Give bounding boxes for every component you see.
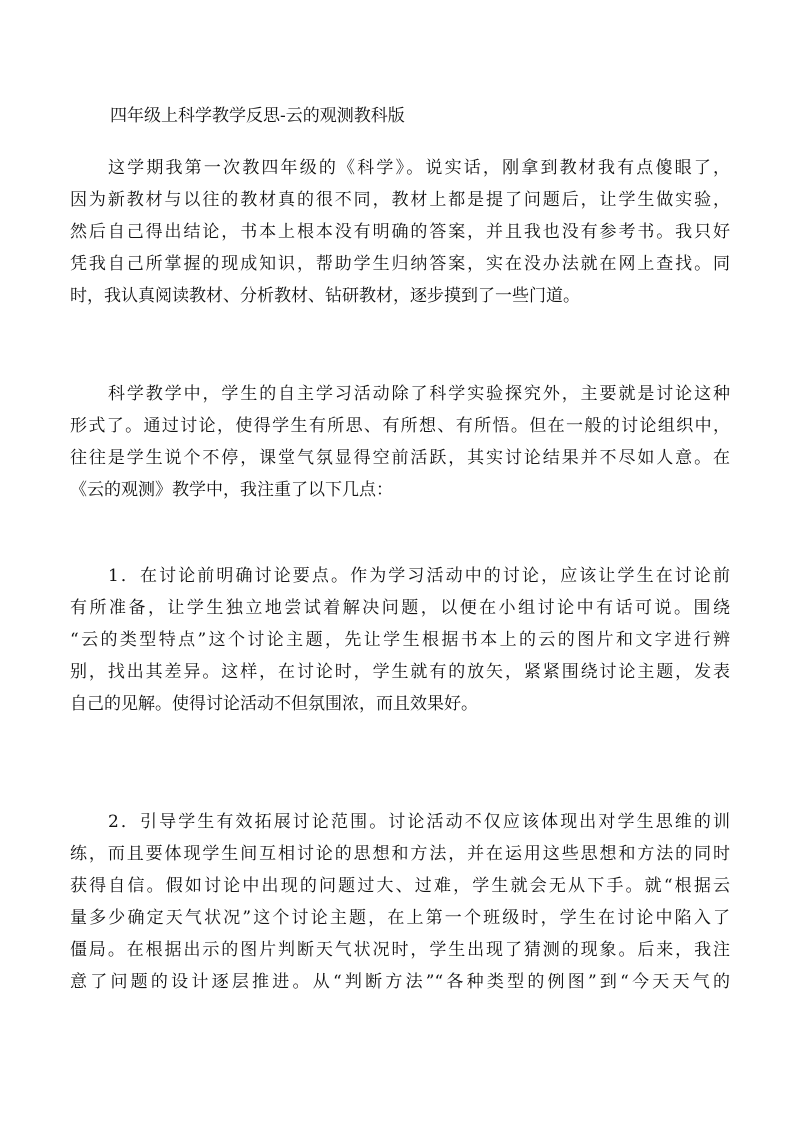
paragraph-line: 因为新教材与以往的教材真的很不同，教材上都是提了问题后，让学生做实验， xyxy=(70,190,730,210)
paragraph-line: 时，我认真阅读教材、分析教材、钻研教材，逐步摸到了一些门道。 xyxy=(70,286,580,306)
paragraph-line: 量多少确定天气状况”这个讨论主题，在上第一个班级时，学生在讨论中陷入了 xyxy=(70,908,730,928)
paragraph-line: 这学期我第一次教四年级的《科学》。说实话，刚拿到教材我有点傻眼了， xyxy=(108,158,730,178)
paragraph-line: 别，找出其差异。这样，在讨论时，学生就有的放矢，紧紧围绕讨论主题，发表 xyxy=(70,662,730,682)
paragraph-line: 凭我自己所掌握的现成知识，帮助学生归纳答案，实在没办法就在网上查找。同 xyxy=(70,254,730,274)
paragraph-line: 2．引导学生有效拓展讨论范围。讨论活动不仅应该体现出对学生思维的训 xyxy=(108,812,730,832)
paragraph-line: 有所准备，让学生独立地尝试着解决问题，以便在小组讨论中有话可说。围绕 xyxy=(70,598,730,618)
paragraph-discussion xyxy=(70,378,730,506)
paragraph-line: 获得自信。假如讨论中出现的问题过大、过难，学生就会无从下手。就“根据云 xyxy=(70,876,730,896)
paragraph-line: 意了问题的设计逐层推进。从“判断方法”“各种类型的例图”到“今天天气的 xyxy=(70,972,730,992)
paragraph-line: 然后自己得出结论，书本上根本没有明确的答案，并且我也没有参考书。我只好 xyxy=(70,222,730,242)
paragraph-line: 形式了。通过讨论，使得学生有所思、有所想、有所悟。但在一般的讨论组织中， xyxy=(70,416,730,436)
document-title: 四年级上科学教学反思-云的观测教科版 xyxy=(110,106,405,126)
paragraph-line: 往往是学生说个不停，课堂气氛显得空前活跃，其实讨论结果并不尽如人意。在 xyxy=(70,448,730,468)
paragraph-line: 《云的观测》教学中，我注重了以下几点： xyxy=(70,480,393,500)
paragraph-line: 僵局。在根据出示的图片判断天气状况时，学生出现了猜测的现象。后来，我注 xyxy=(70,940,730,960)
paragraph-intro xyxy=(70,152,730,312)
paragraph-line: 练，而且要体现学生间互相讨论的思想和方法，并在运用这些思想和方法的同时 xyxy=(70,844,730,864)
paragraph-line: “云的类型特点”这个讨论主题，先让学生根据书本上的云的图片和文字进行辨 xyxy=(70,630,730,650)
paragraph-point-2 xyxy=(70,806,730,998)
paragraph-line: 自己的见解。使得讨论活动不但氛围浓，而且效果好。 xyxy=(70,694,478,714)
paragraph-line: 科学教学中，学生的自主学习活动除了科学实验探究外，主要就是讨论这种 xyxy=(108,384,730,404)
paragraph-point-1 xyxy=(70,560,730,720)
paragraph-line: 1．在讨论前明确讨论要点。作为学习活动中的讨论，应该让学生在讨论前 xyxy=(108,566,730,586)
